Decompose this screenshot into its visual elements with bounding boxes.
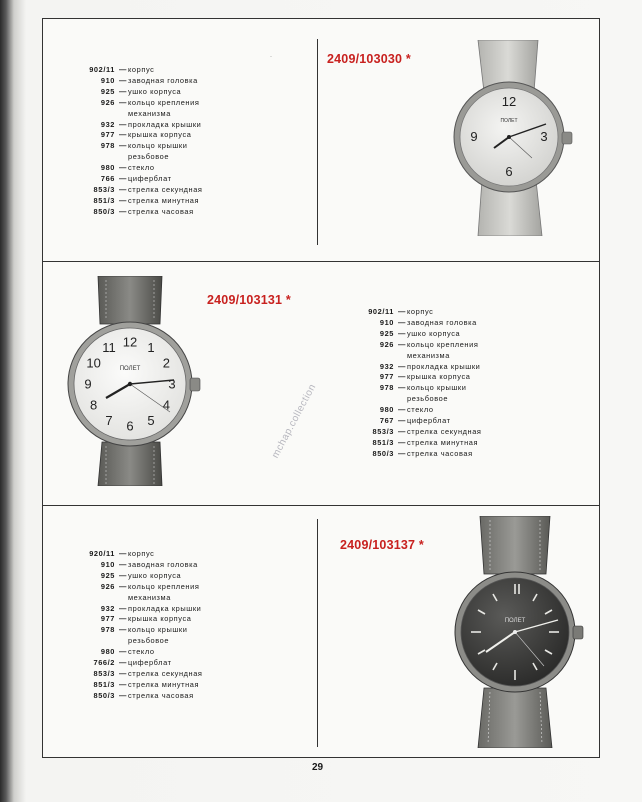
part-code: 932 bbox=[100, 603, 115, 613]
dial-numeral: 4 bbox=[162, 397, 171, 413]
watch-photo-1 bbox=[438, 40, 580, 236]
part-dash: — bbox=[398, 307, 406, 316]
part-row bbox=[77, 669, 213, 680]
part-dash: — bbox=[119, 625, 127, 635]
parts-list-1 bbox=[77, 65, 213, 218]
part-row bbox=[77, 658, 213, 669]
part-code: 980 bbox=[379, 405, 394, 415]
part-name: ушко корпуса bbox=[128, 86, 182, 96]
part-dash: — bbox=[398, 383, 406, 393]
part-row bbox=[356, 372, 492, 383]
part-dash: — bbox=[119, 174, 127, 184]
part-name: стрелка часовая bbox=[407, 448, 473, 458]
part-row bbox=[77, 76, 213, 87]
part-code: 902/11 bbox=[89, 65, 115, 74]
dial-numeral: 1 bbox=[147, 340, 155, 356]
part-code: 910 bbox=[100, 559, 115, 569]
part-row bbox=[356, 329, 492, 340]
part-code: 766/2 bbox=[93, 658, 115, 668]
column-divider-1 bbox=[317, 39, 318, 245]
part-name: крышка корпуса bbox=[128, 614, 192, 624]
part-dash: — bbox=[119, 195, 127, 205]
svg-text:12: 12 bbox=[501, 94, 517, 109]
dial-numeral: 7 bbox=[105, 412, 113, 428]
part-dash: — bbox=[119, 65, 127, 74]
part-code: 977 bbox=[100, 614, 115, 624]
part-name: циферблат bbox=[128, 658, 172, 668]
part-code: 853/3 bbox=[372, 426, 394, 436]
part-row bbox=[356, 383, 492, 405]
part-code: 851/3 bbox=[372, 437, 394, 447]
part-code: 851/3 bbox=[93, 195, 115, 205]
dial-numeral: 2 bbox=[162, 355, 171, 371]
part-dash: — bbox=[119, 658, 127, 668]
part-dash: — bbox=[119, 690, 127, 700]
part-dash: — bbox=[398, 416, 406, 426]
part-row bbox=[77, 141, 213, 163]
part-row bbox=[77, 196, 213, 207]
part-name: кольцо крышки резьбовое bbox=[407, 383, 467, 404]
part-dash: — bbox=[119, 130, 127, 140]
part-name: кольцо крепления механизма bbox=[407, 339, 479, 360]
part-row bbox=[77, 604, 213, 615]
part-dash: — bbox=[119, 603, 127, 613]
part-code: 926 bbox=[100, 97, 115, 107]
watch-photo-2 bbox=[62, 276, 202, 486]
part-name: крышка корпуса bbox=[407, 372, 471, 382]
part-row bbox=[77, 691, 213, 702]
part-name: стекло bbox=[128, 647, 155, 657]
part-dash: — bbox=[119, 163, 127, 173]
column-divider-3 bbox=[317, 519, 318, 747]
divider-1 bbox=[43, 261, 599, 262]
part-row bbox=[356, 340, 492, 362]
part-dash: — bbox=[119, 206, 127, 216]
dial-numeral: 6 bbox=[126, 418, 134, 434]
part-row bbox=[77, 571, 213, 582]
part-name: стрелка минутная bbox=[128, 679, 200, 689]
part-code: 980 bbox=[100, 647, 115, 657]
part-dash: — bbox=[398, 426, 406, 436]
dial-brand-2: ПОЛЕТ bbox=[119, 366, 141, 372]
part-name: кольцо крепления механизма bbox=[128, 97, 200, 118]
part-name: стрелка минутная bbox=[407, 437, 479, 447]
part-row bbox=[77, 98, 213, 120]
model-number-1: 2409/103030 * bbox=[327, 52, 411, 66]
part-dash: — bbox=[398, 372, 406, 382]
part-name: заводная головка bbox=[407, 317, 477, 327]
part-dash: — bbox=[119, 570, 127, 580]
parts-list-2 bbox=[356, 307, 492, 460]
part-row bbox=[77, 582, 213, 604]
dial-numeral: 12 bbox=[122, 334, 138, 350]
part-name: стрелка часовая bbox=[128, 206, 194, 216]
part-name: стекло bbox=[128, 163, 155, 173]
part-row bbox=[77, 207, 213, 218]
part-dash: — bbox=[119, 679, 127, 689]
dial-brand-3: ПОЛЕТ bbox=[504, 618, 526, 624]
part-row bbox=[77, 680, 213, 691]
watch-photo-3 bbox=[446, 516, 586, 748]
part-row bbox=[77, 174, 213, 185]
part-name: ушко корпуса bbox=[407, 328, 461, 338]
part-row bbox=[77, 185, 213, 196]
svg-text:6: 6 bbox=[505, 164, 513, 179]
part-dash: — bbox=[398, 405, 406, 415]
svg-text:3: 3 bbox=[540, 129, 548, 144]
part-name: кольцо крепления механизма bbox=[128, 581, 200, 602]
part-dash: — bbox=[119, 614, 127, 624]
part-name: крышка корпуса bbox=[128, 130, 192, 140]
part-row bbox=[356, 438, 492, 449]
part-dash: — bbox=[398, 317, 406, 327]
part-code: 925 bbox=[379, 328, 394, 338]
part-code: 850/3 bbox=[93, 206, 115, 216]
part-row bbox=[77, 163, 213, 174]
part-code: 767 bbox=[379, 416, 394, 426]
part-code: 766 bbox=[100, 174, 115, 184]
part-code: 926 bbox=[379, 339, 394, 349]
dial-numeral: 11 bbox=[102, 340, 116, 356]
part-dash: — bbox=[119, 97, 127, 107]
part-dash: — bbox=[119, 647, 127, 657]
part-dash: — bbox=[119, 119, 127, 129]
part-name: кольцо крышки резьбовое bbox=[128, 625, 188, 646]
part-row bbox=[77, 87, 213, 98]
part-name: прокладка крышки bbox=[128, 603, 202, 613]
dial-brand-1: ПОЛЕТ bbox=[500, 118, 518, 124]
part-dash: — bbox=[398, 437, 406, 447]
part-code: 853/3 bbox=[93, 668, 115, 678]
part-row bbox=[356, 362, 492, 373]
part-code: 978 bbox=[379, 383, 394, 393]
part-code: 980 bbox=[100, 163, 115, 173]
svg-text:9: 9 bbox=[470, 129, 478, 144]
part-name: стрелка минутная bbox=[128, 195, 200, 205]
part-row bbox=[77, 560, 213, 571]
part-name: кольцо крышки резьбовое bbox=[128, 141, 188, 162]
part-code: 920/11 bbox=[89, 549, 115, 558]
part-row bbox=[356, 427, 492, 438]
page-number: 29 bbox=[312, 762, 324, 773]
part-name: стрелка часовая bbox=[128, 690, 194, 700]
part-name: заводная головка bbox=[128, 559, 198, 569]
part-name: стрелка секундная bbox=[407, 426, 482, 436]
part-code: 910 bbox=[379, 317, 394, 327]
part-dash: — bbox=[398, 448, 406, 458]
part-dash: — bbox=[398, 361, 406, 371]
part-row bbox=[356, 405, 492, 416]
part-code: 910 bbox=[100, 75, 115, 85]
part-code: 850/3 bbox=[93, 690, 115, 700]
part-code: 902/11 bbox=[368, 307, 394, 316]
part-row bbox=[77, 647, 213, 658]
dial-numeral: 5 bbox=[147, 412, 155, 428]
part-dash: — bbox=[119, 184, 127, 194]
part-name: прокладка крышки bbox=[128, 119, 202, 129]
parts-list-3 bbox=[77, 549, 213, 702]
part-dash: — bbox=[119, 668, 127, 678]
part-name: прокладка крышки bbox=[407, 361, 481, 371]
model-number-3: 2409/103137 * bbox=[340, 538, 424, 552]
part-dash: — bbox=[119, 581, 127, 591]
part-row bbox=[356, 318, 492, 329]
part-row bbox=[77, 614, 213, 625]
part-dash: — bbox=[119, 559, 127, 569]
part-name: ушко корпуса bbox=[128, 570, 182, 580]
part-dash: — bbox=[119, 141, 127, 151]
part-dash: — bbox=[119, 549, 127, 558]
part-name: стрелка секундная bbox=[128, 668, 203, 678]
part-code: 977 bbox=[379, 372, 394, 382]
part-name: стрелка секундная bbox=[128, 184, 203, 194]
part-dash: — bbox=[119, 75, 127, 85]
part-code: 977 bbox=[100, 130, 115, 140]
part-code: 932 bbox=[100, 119, 115, 129]
dial-numeral: 10 bbox=[86, 355, 101, 371]
dial-numeral: 3 bbox=[168, 376, 176, 392]
part-code: 926 bbox=[100, 581, 115, 591]
dial-numeral: 8 bbox=[89, 397, 98, 413]
part-name: заводная головка bbox=[128, 75, 198, 85]
part-name: корпус bbox=[128, 65, 155, 74]
part-row bbox=[77, 549, 213, 560]
part-row bbox=[356, 449, 492, 460]
part-code: 925 bbox=[100, 86, 115, 96]
part-row bbox=[356, 307, 492, 318]
dial-numeral: 9 bbox=[84, 376, 92, 392]
part-code: 978 bbox=[100, 625, 115, 635]
part-name: корпус bbox=[407, 307, 434, 316]
part-code: 925 bbox=[100, 570, 115, 580]
part-name: стекло bbox=[407, 405, 434, 415]
part-code: 853/3 bbox=[93, 184, 115, 194]
part-row bbox=[356, 416, 492, 427]
watermark: mchap.collection bbox=[270, 382, 319, 461]
part-dash: — bbox=[119, 86, 127, 96]
divider-2 bbox=[43, 505, 599, 506]
part-dash: — bbox=[398, 339, 406, 349]
part-row bbox=[77, 130, 213, 141]
part-row bbox=[77, 65, 213, 76]
model-number-2: 2409/103131 * bbox=[207, 293, 291, 307]
part-code: 851/3 bbox=[93, 679, 115, 689]
part-code: 978 bbox=[100, 141, 115, 151]
part-row bbox=[77, 625, 213, 647]
part-dash: — bbox=[398, 328, 406, 338]
part-name: корпус bbox=[128, 549, 155, 558]
part-code: 932 bbox=[379, 361, 394, 371]
mark: · bbox=[270, 54, 272, 60]
part-name: циферблат bbox=[407, 416, 451, 426]
part-name: циферблат bbox=[128, 174, 172, 184]
part-row bbox=[77, 120, 213, 131]
part-code: 850/3 bbox=[372, 448, 394, 458]
